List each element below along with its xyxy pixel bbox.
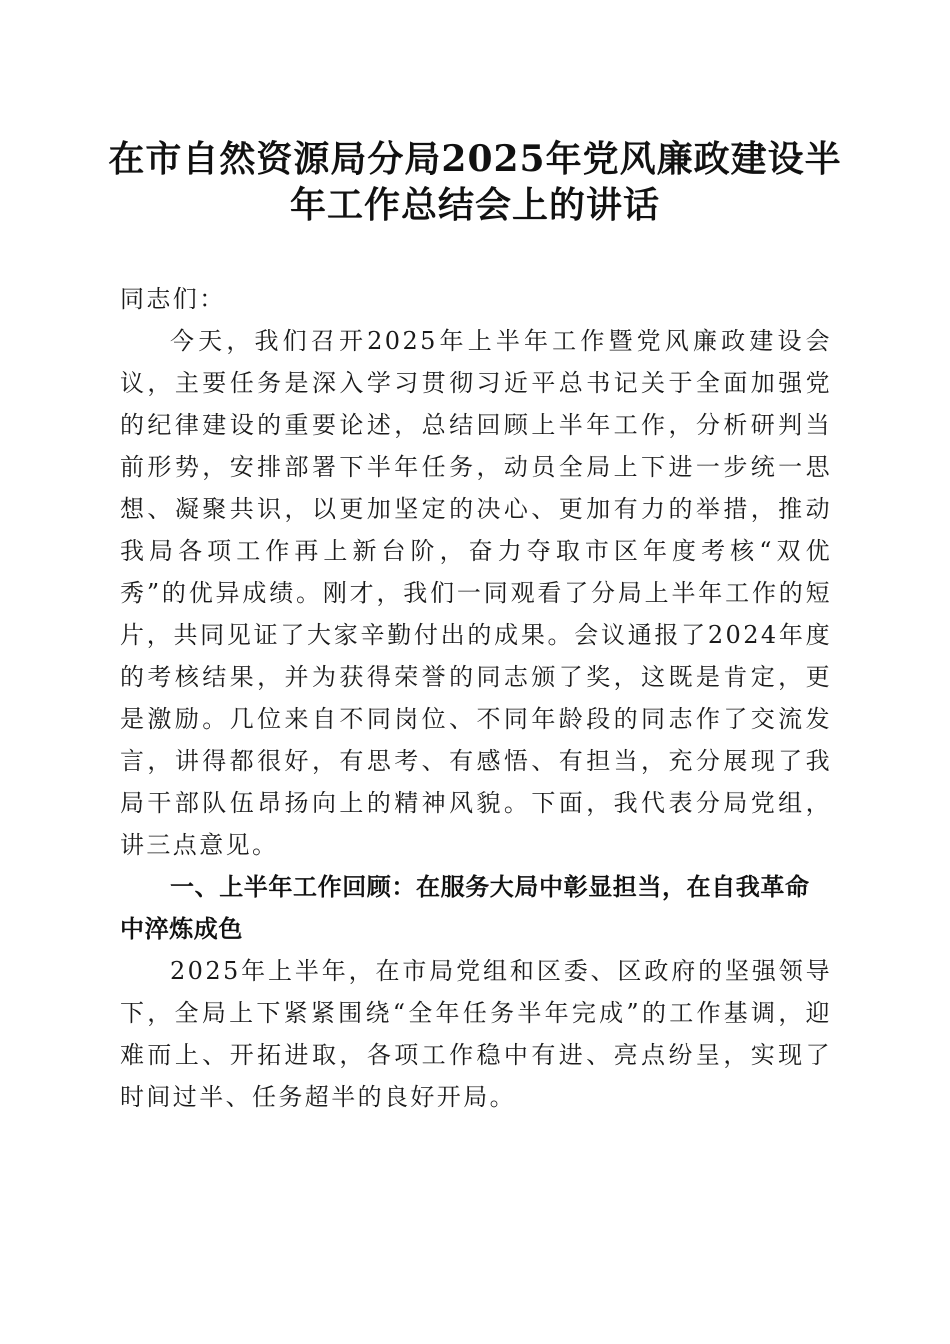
document-body — [120, 278, 832, 1118]
document-title: 在市自然资源局分局2025年党风廉政建设半年工作总结会上的讲话 — [108, 138, 842, 226]
opening-paragraph: 今天，我们召开2025年上半年工作暨党风廉政建设会议，主要任务是深入学习贯彻习近平总书记关于全面加强党的纪律建设的重要论述，总结回顾上半年工作，分析研判当前形势，安排部署下半年任务，动员全局上下进一步统一思想、凝聚共识，以更加坚定的决心、更加有力的举措，推动我局各项工作再上新台阶，奋力夺取市区年度考核“双优秀”的优异成绩。刚才，我们一同观看了分局上半年工作的短片，共同见证了大家辛勤付出的成果。会议通报了2024年度的考核结果，并为获得荣誉的同志颁了奖，这既是肯定，更是激励。几位来自不同岗位、不同年龄段的同志作了交流发言，讲得都很好，有思考、有感悟、有担当，充分展现了我局干部队伍昂扬向上的精神风貌。下面，我代表分局党组，讲三点意见。 — [120, 327, 832, 859]
section-paragraph: 2025年上半年，在市局党组和区委、区政府的坚强领导下，全局上下紧紧围绕“全年任务半年完成”的工作基调，迎难而上、开拓进取，各项工作稳中有进、亮点纷呈，实现了时间过半、任务超半的良好开局。 — [120, 957, 832, 1111]
salutation: 同志们： — [120, 285, 226, 313]
section-heading: 一、上半年工作回顾：在服务大局中彰显担当，在自我革命中淬炼成色 — [120, 873, 810, 943]
